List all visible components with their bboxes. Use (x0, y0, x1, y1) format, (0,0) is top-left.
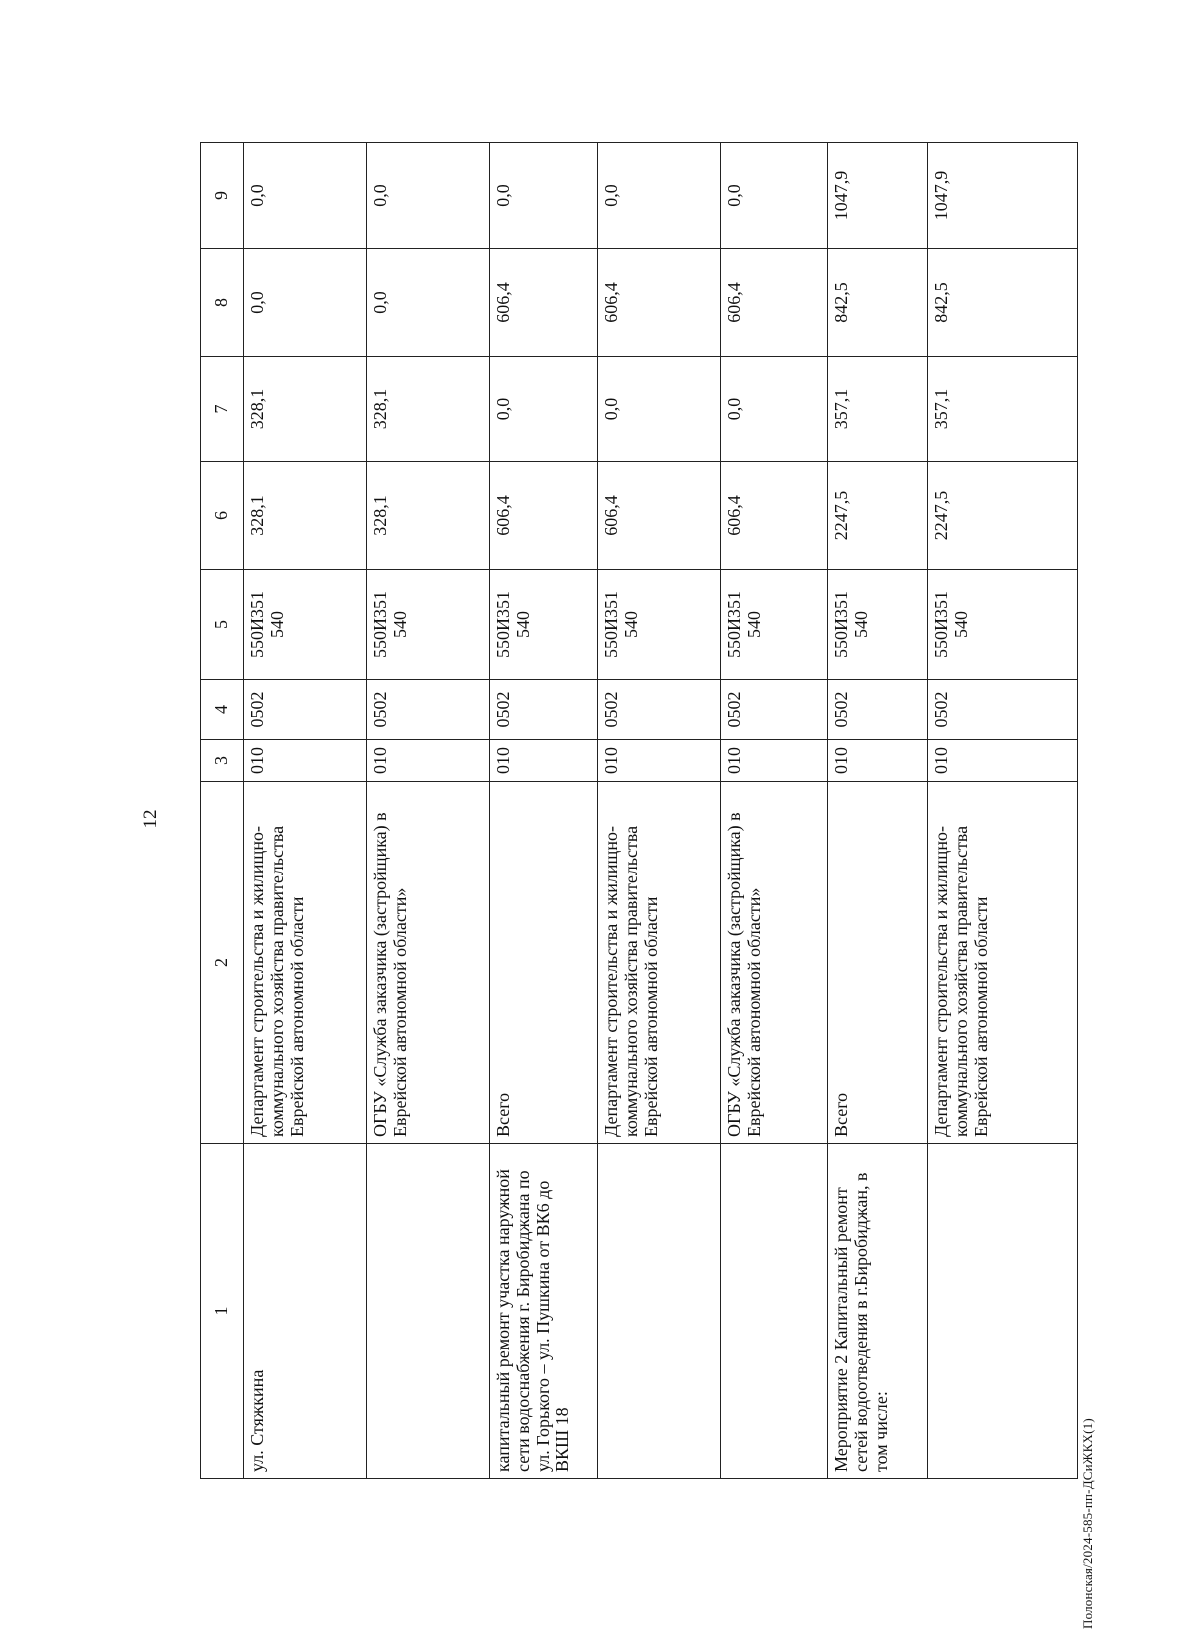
table-row (721, 143, 828, 1479)
year3-amount-cell: 1047,9 (928, 143, 1078, 249)
year3-amount-cell: 0,0 (367, 143, 490, 249)
header-cell: 7 (201, 357, 244, 462)
table-row (928, 143, 1078, 1479)
year1-amount-cell: 0,0 (721, 357, 828, 462)
header-cell: 1 (201, 1144, 244, 1479)
target-article-cell: 550И351 540 (367, 570, 490, 680)
section-code-cell: 0502 (828, 680, 928, 740)
year2-amount-cell: 842,5 (828, 249, 928, 357)
event-name-cell: Мероприятие 2 Капитальный ремонт сетей водоотведения в г.Биробиджан, в том числе: (828, 1144, 928, 1479)
event-name-cell: капитальный ремонт участка наружной сети водоснабжения г. Биробиджана по ул. Горького – ул. Пушкина от ВК6 до ВКШ 18 (490, 1144, 598, 1479)
year3-amount-cell: 0,0 (490, 143, 598, 249)
section-code-cell: 0502 (598, 680, 721, 740)
total-amount-cell: 2247,5 (928, 462, 1078, 570)
table-row (367, 143, 490, 1479)
year3-amount-cell: 0,0 (721, 143, 828, 249)
header-cell: 8 (201, 249, 244, 357)
document-reference: Полонская/2024-585-пп-ДСиЖКХ(1) (1080, 1418, 1095, 1629)
target-article-cell: 550И351 540 (721, 570, 828, 680)
year2-amount-cell: 0,0 (367, 249, 490, 357)
target-article-cell: 550И351 540 (244, 570, 367, 680)
grbs-code-cell: 010 (598, 740, 721, 782)
total-amount-cell: 606,4 (721, 462, 828, 570)
grbs-code-cell: 010 (490, 740, 598, 782)
budget-table (200, 142, 1078, 1479)
table-row (598, 143, 721, 1479)
total-amount-cell: 328,1 (244, 462, 367, 570)
event-name-cell (367, 1144, 490, 1479)
year2-amount-cell: 0,0 (244, 249, 367, 357)
total-amount-cell: 328,1 (367, 462, 490, 570)
year1-amount-cell: 328,1 (367, 357, 490, 462)
executor-cell: Департамент строительства и жилищно-коммунального хозяйства правительства Еврейской автономной области (928, 782, 1078, 1144)
grbs-code-cell: 010 (244, 740, 367, 782)
table-row (490, 143, 598, 1479)
grbs-code-cell: 010 (828, 740, 928, 782)
year1-amount-cell: 357,1 (928, 357, 1078, 462)
section-code-cell: 0502 (490, 680, 598, 740)
header-cell: 9 (201, 143, 244, 249)
year1-amount-cell: 357,1 (828, 357, 928, 462)
grbs-code-cell: 010 (928, 740, 1078, 782)
year3-amount-cell: 0,0 (598, 143, 721, 249)
target-article-cell: 550И351 540 (928, 570, 1078, 680)
header-cell: 6 (201, 462, 244, 570)
table-row (828, 143, 928, 1479)
executor-cell: Департамент строительства и жилищно-коммунального хозяйства правительства Еврейской автономной области (598, 782, 721, 1144)
year2-amount-cell: 606,4 (721, 249, 828, 357)
total-amount-cell: 606,4 (598, 462, 721, 570)
grbs-code-cell: 010 (721, 740, 828, 782)
header-cell: 2 (201, 782, 244, 1144)
target-article-cell: 550И351 540 (828, 570, 928, 680)
total-amount-cell: 2247,5 (828, 462, 928, 570)
year2-amount-cell: 606,4 (598, 249, 721, 357)
executor-cell: Всего (828, 782, 928, 1144)
total-amount-cell: 606,4 (490, 462, 598, 570)
event-name-cell: ул. Стяжкина (244, 1144, 367, 1479)
header-cell: 5 (201, 570, 244, 680)
section-code-cell: 0502 (367, 680, 490, 740)
year3-amount-cell: 0,0 (244, 143, 367, 249)
executor-cell: ОГБУ «Служба заказчика (застройщика) в Еврейской автономной области» (721, 782, 828, 1144)
header-cell: 3 (201, 740, 244, 782)
event-name-cell (598, 1144, 721, 1479)
header-cell: 4 (201, 680, 244, 740)
event-name-cell (721, 1144, 828, 1479)
year2-amount-cell: 842,5 (928, 249, 1078, 357)
year1-amount-cell: 0,0 (490, 357, 598, 462)
section-code-cell: 0502 (928, 680, 1078, 740)
executor-cell: Департамент строительства и жилищно-коммунального хозяйства правительства Еврейской автономной области (244, 782, 367, 1144)
year2-amount-cell: 606,4 (490, 249, 598, 357)
section-code-cell: 0502 (721, 680, 828, 740)
target-article-cell: 550И351 540 (598, 570, 721, 680)
executor-cell: ОГБУ «Служба заказчика (застройщика) в Еврейской автономной области» (367, 782, 490, 1144)
executor-cell: Всего (490, 782, 598, 1144)
year1-amount-cell: 0,0 (598, 357, 721, 462)
grbs-code-cell: 010 (367, 740, 490, 782)
page-number: 12 (140, 809, 161, 829)
section-code-cell: 0502 (244, 680, 367, 740)
event-name-cell (928, 1144, 1078, 1479)
table-row (244, 143, 367, 1479)
year1-amount-cell: 328,1 (244, 357, 367, 462)
table-header-row (201, 143, 244, 1479)
target-article-cell: 550И351 540 (490, 570, 598, 680)
year3-amount-cell: 1047,9 (828, 143, 928, 249)
